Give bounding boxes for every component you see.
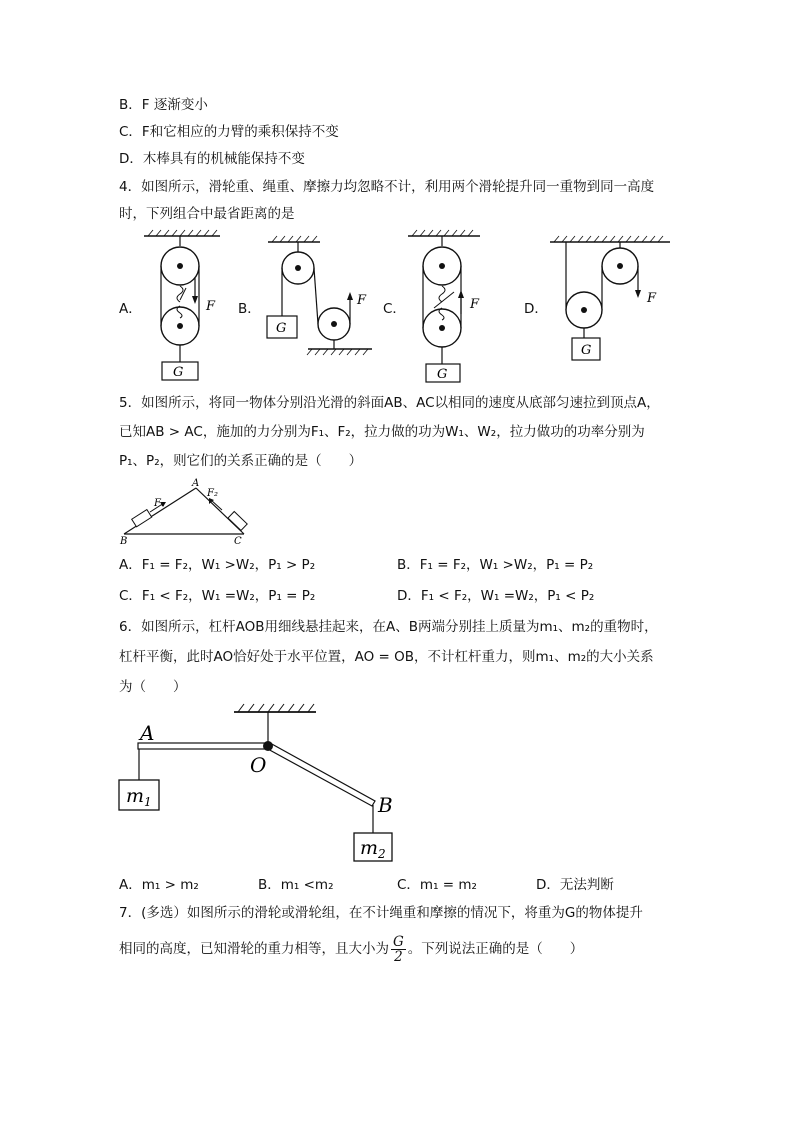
q4-label-a: A． (119, 301, 142, 317)
q4d-force-label: F (647, 291, 657, 306)
q5-option-a: A．F₁ = F₂，W₁ >W₂，P₁ > P₂ (119, 557, 316, 573)
q5-label-f2: F₂ (207, 488, 218, 499)
q6-option-d: D．无法判断 (536, 877, 614, 893)
q7-stem-line2-start: 相同的高度，已知滑轮的重力相等，且大小为 (119, 941, 389, 957)
q4-label-c: C． (383, 301, 406, 317)
q4c-force-label: F (470, 297, 480, 312)
q3-option-c: C．F和它相应的力臂的乘积保持不变 (119, 124, 339, 140)
q4b-force-label: F (357, 293, 367, 308)
q5-stem-line3: P₁、P₂，则它们的关系正确的是（ ） (119, 453, 363, 469)
q5-stem-line1: 5．如图所示，将同一物体分别沿光滑的斜面AB、AC以相同的速度从底部匀速拉到顶点A， (119, 395, 660, 411)
q6-stem-line2: 杠杆平衡，此时AO恰好处于水平位置，AO = OB，不计杠杆重力，则m₁、m₂的大小关系 (119, 649, 654, 665)
q4-figure-d (546, 236, 676, 366)
q7-stem-line2-end: 。下列说法正确的是（ ） (407, 941, 584, 957)
q5-label-b: B (120, 536, 128, 547)
q6-mass-m1: $m_1$ (126, 785, 152, 809)
q4-stem-line1: 4．如图所示，滑轮重、绳重、摩擦力均忽略不计，利用两个滑轮提升同一重物到同一高度 (119, 179, 655, 195)
q7-stem-line2 (119, 932, 583, 966)
q4b-weight-label: G (276, 321, 287, 336)
q3-option-b: B．F 逐渐变小 (119, 97, 208, 113)
q5-label-c: C (234, 536, 242, 547)
q6-option-b: B．m₁ <m₂ (258, 877, 334, 893)
q3-option-d: D．木棒具有的机械能保持不变 (119, 151, 305, 167)
q5-stem-line2: 已知AB > AC，施加的力分别为F₁、F₂，拉力做的功为W₁、W₂，拉力做功的功率分别为 (119, 424, 645, 440)
q4-figure-a (140, 228, 230, 384)
q7-stem-line1: 7．(多选）如图所示的滑轮或滑轮组，在不计绳重和摩擦的情况下，将重为G的物体提升 (119, 905, 643, 921)
q7-fraction-numerator: G (393, 933, 404, 950)
q4-figure-b (262, 236, 382, 356)
q6-label-a: A (140, 721, 155, 745)
q5-option-b: B．F₁ = F₂，W₁ >W₂，P₁ = P₂ (397, 557, 594, 573)
q4-label-d: D． (524, 301, 548, 317)
q6-mass-m2: $m_2$ (360, 837, 386, 861)
q4-stem-line2: 时，下列组合中最省距离的是 (119, 206, 295, 222)
q6-label-b: B (378, 793, 393, 817)
q4c-weight-label: G (437, 367, 448, 382)
q4a-force-label: F (206, 299, 216, 314)
q6-option-c: C．m₁ = m₂ (397, 877, 477, 893)
q4d-weight-label: G (581, 343, 592, 358)
q4a-weight-label: G (173, 365, 184, 380)
q4-figure-c (404, 228, 494, 384)
q5-option-c: C．F₁ < F₂，W₁ =W₂，P₁ = P₂ (119, 588, 316, 604)
q6-stem-line3: 为（ ） (119, 679, 187, 695)
q5-option-d: D．F₁ < F₂，W₁ =W₂，P₁ < P₂ (397, 588, 595, 604)
q6-option-a: A．m₁ > m₂ (119, 877, 199, 893)
q5-label-f1: F₁ (154, 498, 165, 509)
q6-stem-line1: 6．如图所示，杠杆AOB用细线悬挂起来，在A、B两端分别挂上质量为m₁、m₂的重物时， (119, 619, 658, 635)
q7-fraction-denominator: 2 (394, 948, 403, 965)
q7-fraction (391, 935, 406, 964)
q6-lever-figure (110, 700, 410, 868)
q6-label-o: O (250, 753, 267, 777)
q5-incline-figure (116, 478, 256, 546)
q5-label-a: A (192, 478, 200, 489)
q4-label-b: B． (238, 301, 261, 317)
